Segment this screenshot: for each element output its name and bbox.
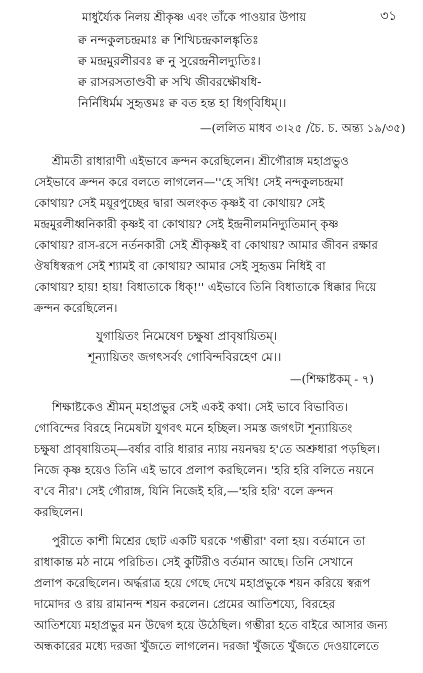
verse-citation: —(ললিত মাধব ৩।২৫ /চৈ. চ. অন্ত্য ১৯/৩৫) [200,121,406,135]
paragraph-line: ব'বে নীর'। সেই গৌরাঙ্গ, যিনি নিজেই হরি,—'হরি হরি' বলে ক্রন্দন [34,484,334,498]
paragraph-line: গোবিন্দের বিরহে নিমেষটা যুগবৎ মনে হচ্ছিল। সমস্ত জগৎটা শূন্যায়িতং [34,421,353,435]
paragraph-line: নিজে কৃষ্ণ হয়েও তিনি এই ভাবে প্রলাপ করছিলেন। 'হরি হরি বলিতে নয়নে [34,463,374,477]
verse-line: শূন্যায়িতং জগৎসর্বং গোবিন্দবিরহেণ মে।। [88,350,282,364]
paragraph-line: করছিলেন। [34,505,84,519]
paragraph-line: পুরীতে কাশী মিশ্রের ছোট একটি ঘরকে 'গম্ভীরা' বলা হয়। বর্তমানে তা [52,534,366,548]
paragraph-line: ক্রন্দন করেছিলেন। [34,301,118,315]
paragraph-line: কোথায়? সেই ময়ূরপুচ্ছের দ্বারা অলংকৃত কৃষ্ণই বা কোথায়? সেই [34,196,325,210]
paragraph-line: শিক্ষাষ্টকেও শ্রীমন্‌ মহাপ্রভুর সেই একই কথা। সেই ভাবে বিভাবিত। [52,400,349,414]
paragraph-line: চক্ষুষা প্রাবৃষায়িতম্‌—বর্ষার বারি ধারার ন্যায় নয়নদ্বয় হ'তে অশ্রুধারা পড়ছিল। [34,442,380,456]
paragraph-line: সেইভাবে ক্রন্দন করে বলতে লাগলেন—''হে সখি! সেই নন্দকুলচন্দ্রমা [34,175,344,189]
verse-line: নির্নিধির্মম সুহৃত্তমঃ ক্ব বত হন্ত হা ধিগ্‌বিধিম্।। [78,96,287,110]
page-header [0,6,423,28]
running-title: মাধুর্য্যৈক নিলয় শ্রীকৃষ্ণ এবং তাঁকে পাওয়ার উপায় [82,10,307,24]
verse-line: ক্ব নন্দকুলচন্দ্রমাঃ ক্ব শিখিচন্দ্রকালঙ্কৃতিঃ [78,33,259,47]
verse-line: ক্ব রাসরসতাণ্ডবী ক্ব সখি জীবরক্ষৌষধি- [78,75,262,89]
verse-line: ক্ব মন্দ্রমুরলীরবঃ ক্ব নু সুরেন্দ্রনীলদ্যুতিঃ। [78,54,261,68]
verse-citation: —(শিক্ষাষ্টকম্‌ - ৭) [290,372,374,386]
paragraph-line: মন্দ্রমুরলীধ্বনিকারী কৃষ্ণই বা কোথায়? সেই ইন্দ্রনীলমনিদ্যুতিমান্‌ কৃষ্ণ [34,217,339,231]
paragraph-line: অন্ধকারের মধ্যে দরজা খুঁজতে লাগলেন। দরজা খুঁজতে খুঁজতে দেওয়ালেতে [34,639,380,653]
paragraph-line: কোথায়? রাস-রসে নর্তনকারী সেই শ্রীকৃষ্ণই বা কোথায়? আমার জীবন রক্ষার [34,238,378,252]
paragraph-line: আতিশয্যে মহাপ্রভুর মন উদ্বেগ হয়ে উঠেছিল। গম্ভীরা হতে বাইরে আসার জন্য [34,618,388,632]
paragraph-line: শ্রীমতী রাধারাণী এইভাবে ক্রন্দন করেছিলেন। শ্রীগৌরাঙ্গ মহাপ্রভুও [52,154,349,168]
paragraph-line: কোথায়? হায়! হায়! বিধাতাকে ধিক্‌!'' এইভাবে তিনি বিধাতাকে ধিক্কার দিয়ে [34,280,377,294]
paragraph-line: ঔষধিস্বরূপ সেই শ্যামই বা কোথায়? আমার সেই সুহৃত্তম নিধিই বা [34,259,326,273]
verse-line: যুগায়িতং নিমেষেণ চক্ষুষা প্রাবৃষায়িতম্‌। [96,329,278,343]
paragraph-line: দামোদর ও রায় রামানন্দ শয়ন করলেন। প্রেমের আতিশয্যে, বিরহের [34,597,336,611]
page-number: ৩১ [380,9,397,24]
paragraph-line: প্রলাপ করেছিলেন। অর্দ্ধরাত্র হয়ে গেছে দেখে মহাপ্রভুকে শয়ন করিয়ে স্বরূপ [34,576,371,590]
paragraph-line: রাধাকান্ত মঠ নামে পরিচিত। সেই কুটিরীও বর্তমান আছে। তিনি সেখানে [34,555,353,569]
